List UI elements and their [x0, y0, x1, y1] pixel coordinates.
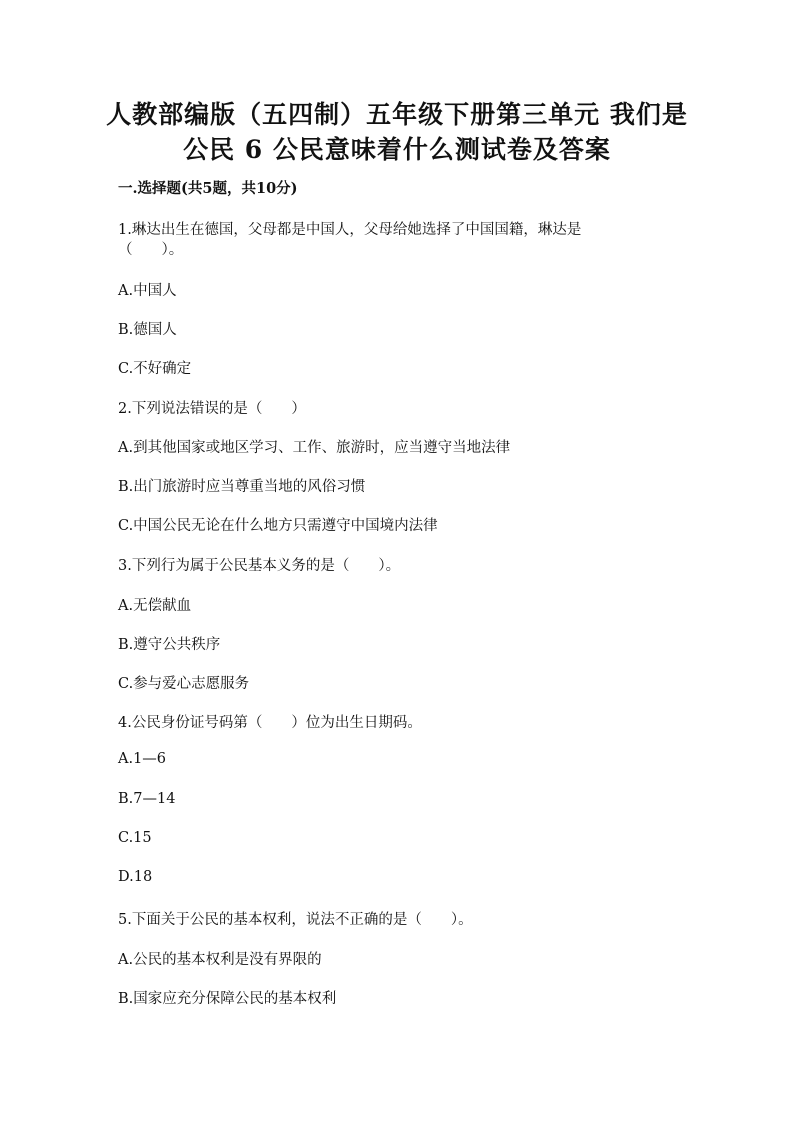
question-1-stem: 1.琳达出生在德国，父母都是中国人，父母给她选择了中国国籍，琳达是 — [118, 222, 582, 238]
question-1-option-b: B.德国人 — [118, 322, 177, 338]
question-2-option-c: C.中国公民无论在什么地方只需遵守中国境内法律 — [118, 518, 438, 534]
question-4-stem: 4.公民身份证号码第（ ）位为出生日期码。 — [118, 715, 422, 731]
question-1-option-c: C.不好确定 — [118, 361, 192, 377]
section-heading: 一.选择题(共5题，共10分) — [118, 180, 298, 197]
question-4-option-c: C.15 — [118, 830, 152, 846]
question-3-option-c: C.参与爱心志愿服务 — [118, 676, 250, 692]
document-title-line-1: 人教部编版（五四制）五年级下册第三单元 我们是 — [106, 100, 688, 129]
question-1-option-a: A.中国人 — [118, 283, 177, 299]
question-2-option-a: A.到其他国家或地区学习、工作、旅游时，应当遵守当地法律 — [118, 440, 511, 456]
question-2-option-b: B.出门旅游时应当尊重当地的风俗习惯 — [118, 479, 366, 495]
question-1-stem-continued: （ ）。 — [118, 242, 184, 258]
question-5-option-a: A.公民的基本权利是没有界限的 — [118, 952, 322, 968]
question-4-option-b: B.7—14 — [118, 791, 176, 807]
question-3-option-b: B.遵守公共秩序 — [118, 637, 221, 653]
question-5-option-b: B.国家应充分保障公民的基本权利 — [118, 991, 337, 1007]
question-3-option-a: A.无偿献血 — [118, 598, 192, 614]
question-3-stem: 3.下列行为属于公民基本义务的是（ ）。 — [118, 558, 401, 574]
document-title-line-2: 公民 6 公民意味着什么测试卷及答案 — [183, 135, 611, 164]
question-4-option-d: D.18 — [118, 869, 153, 885]
question-2-stem: 2.下列说法错误的是（ ） — [118, 401, 306, 417]
question-4-option-a: A.1—6 — [118, 751, 167, 767]
question-5-stem: 5.下面关于公民的基本权利，说法不正确的是（ ）。 — [118, 912, 473, 928]
